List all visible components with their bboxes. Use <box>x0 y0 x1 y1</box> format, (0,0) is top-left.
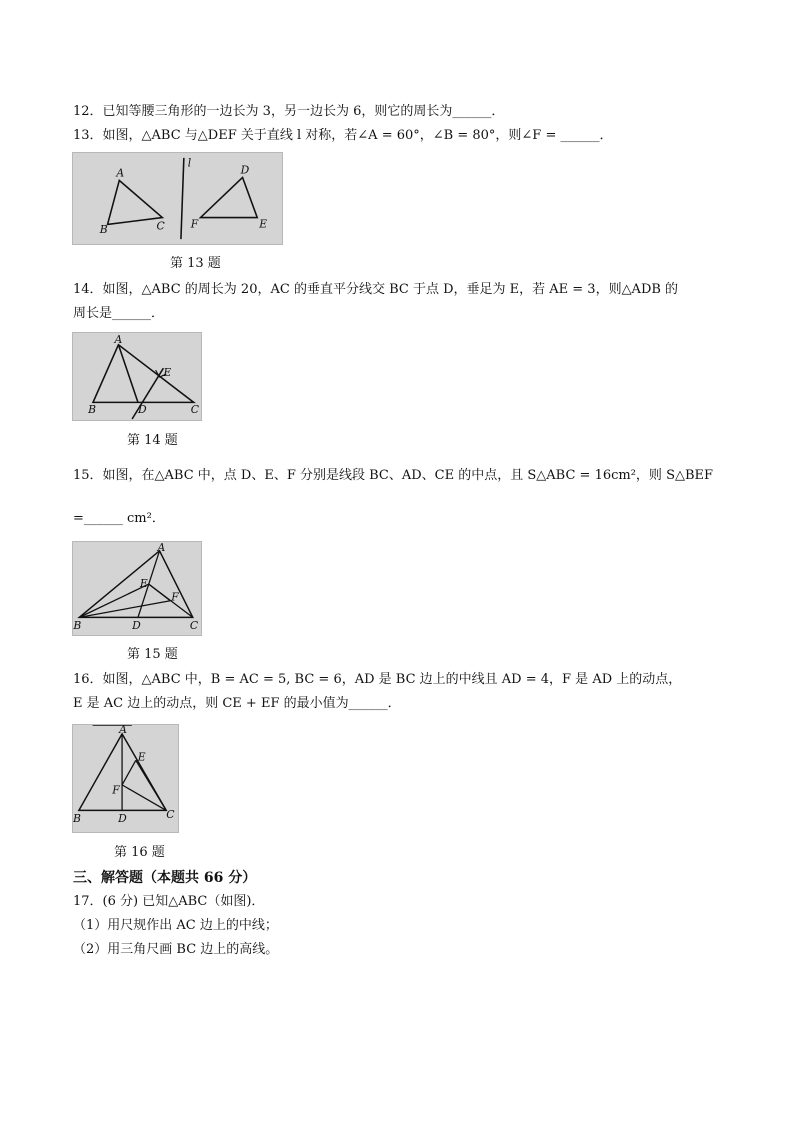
figure-13 <box>72 152 283 245</box>
triangle-abc <box>93 345 194 403</box>
label-e: E <box>163 366 172 380</box>
label-b: B <box>99 223 108 237</box>
question-12: 12．已知等腰三角形的一边长为 3，另一边长为 6，则它的周长为______． <box>73 104 505 119</box>
symmetry-line-l <box>181 158 184 239</box>
label-c: C <box>156 219 165 233</box>
label-d: D <box>137 403 147 417</box>
label-e: E <box>137 750 146 764</box>
label-b: B <box>73 619 82 633</box>
label-e: E <box>139 577 148 591</box>
label-c: C <box>190 403 199 417</box>
label-f: F <box>171 590 179 604</box>
caption-fig16: 第 16 题 <box>114 845 165 860</box>
caption-fig14: 第 14 题 <box>127 433 178 448</box>
question-16-line2: E 是 AC 边上的动点，则 CE + EF 的最小值为______． <box>73 696 401 711</box>
label-a: A <box>119 725 127 736</box>
segment-ce <box>136 760 166 810</box>
figure-14-drawing <box>73 333 201 420</box>
label-f: F <box>112 783 120 797</box>
caption-fig13: 第 13 题 <box>170 256 221 271</box>
question-17-part2: （2）用三角尺画 BC 边上的高线。 <box>73 942 279 957</box>
label-b: B <box>73 812 81 826</box>
question-14-line1: 14．如图，△ABC 的周长为 20，AC 的垂直平分线交 BC 于点 D，垂足为 E，若 AE = 3，则△ADB 的 <box>73 282 679 297</box>
label-e: E <box>259 217 268 231</box>
segment-bf <box>79 601 170 618</box>
triangle-abc <box>108 180 163 224</box>
figure-13-drawing <box>73 153 282 244</box>
figure-15 <box>72 541 202 636</box>
question-14-line2: 周长是______． <box>73 306 165 321</box>
label-a: A <box>114 333 123 346</box>
label-l: l <box>187 156 192 170</box>
figure-15-drawing <box>73 542 201 635</box>
label-c: C <box>166 808 175 822</box>
label-f: F <box>190 217 199 231</box>
question-16-line1: 16．如图，△ABC 中，B = AC = 5, BC = 6，AD 是 BC 边上的中线且 AD = 4，F 是 AD 上的动点， <box>73 672 682 687</box>
question-15-line2: =______ cm²． <box>73 511 165 526</box>
label-d: D <box>118 812 127 826</box>
label-d: D <box>132 619 141 633</box>
figure-16 <box>72 724 179 833</box>
caption-fig15: 第 15 题 <box>127 647 178 662</box>
question-17-part1: （1）用尺规作出 AC 边上的中线； <box>73 918 278 933</box>
label-a: A <box>116 166 125 180</box>
label-b: B <box>88 403 97 417</box>
label-d: D <box>240 163 250 177</box>
segment-ef <box>149 584 171 601</box>
question-13: 13．如图，△ABC 与△DEF 关于直线 l 对称，若∠A = 60°，∠B = 80°，则∠F = ______． <box>73 128 613 143</box>
label-c: C <box>189 619 199 633</box>
figure-16-drawing <box>73 725 178 832</box>
segment-fe <box>122 760 136 785</box>
triangle-def <box>200 177 257 217</box>
segment-ad <box>118 345 138 403</box>
label-a: A <box>157 542 166 554</box>
section-heading: 三、解答题（本题共 66 分） <box>73 870 257 886</box>
figure-14 <box>72 332 202 421</box>
question-17-stem: 17．(6 分) 已知△ABC（如图)． <box>73 894 265 909</box>
question-15-line1: 15．如图，在△ABC 中，点 D、E、F 分别是线段 BC、AD、CE 的中点，且 S△ABC = 16cm²，则 S△BEF <box>73 468 714 483</box>
